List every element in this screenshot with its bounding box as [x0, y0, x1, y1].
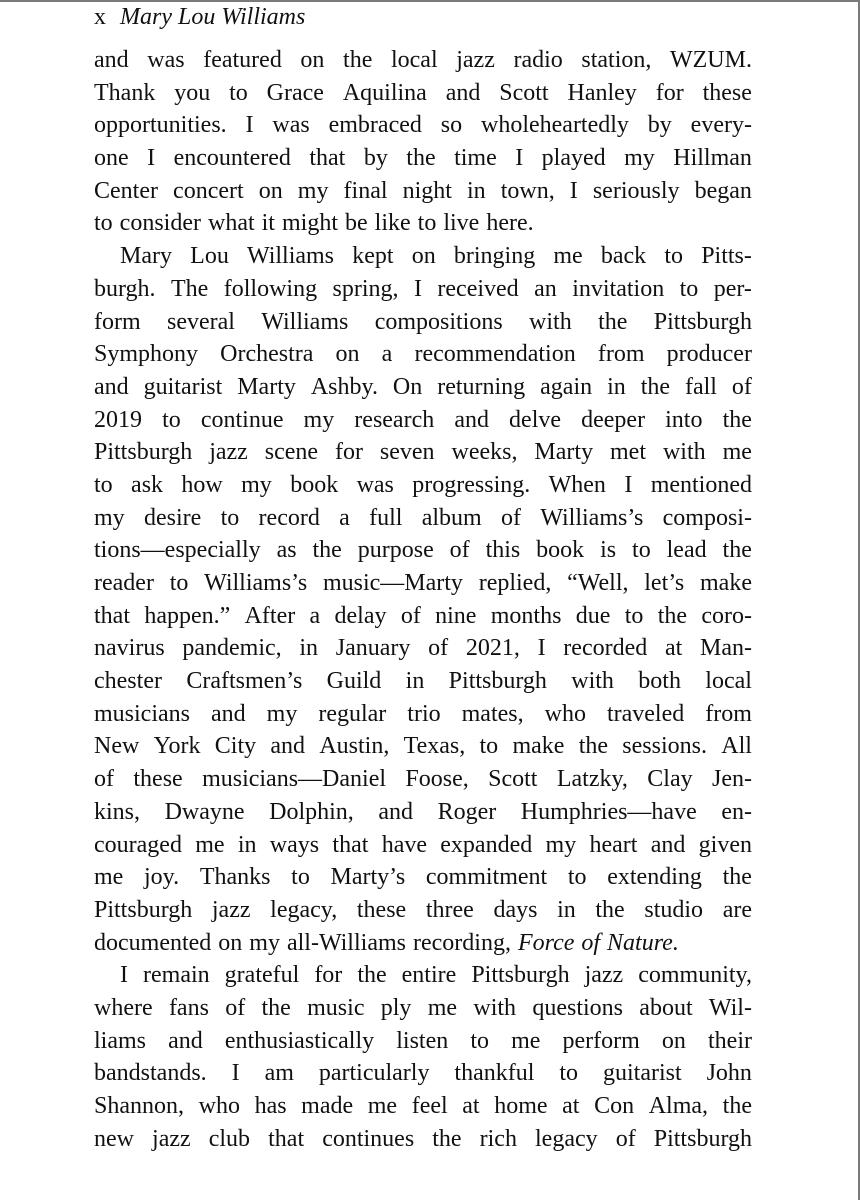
text-line: Thank you to Grace Aquilina and Scott Hanley for these [94, 79, 752, 106]
text-line: form several Williams compositions with the Pittsburgh [94, 308, 752, 335]
text-line: documented on my all-Williams recording, Force of Nature. [94, 929, 679, 956]
text-line: couraged me in ways that have expanded my heart and given [94, 831, 752, 858]
text-line: kins, Dwayne Dolphin, and Roger Humphries—have en- [94, 798, 752, 825]
text-line: of these musicians—Daniel Foose, Scott Latzky, Clay Jen- [94, 766, 752, 793]
text-line: New York City and Austin, Texas, to make the sessions. All [94, 733, 752, 760]
text-line: navirus pandemic, in January of 2021, I recorded at Man- [94, 635, 752, 662]
running-head-title: Mary Lou Williams [120, 4, 306, 30]
text-line: where fans of the music ply me with questions about Wil- [94, 994, 752, 1021]
text-line: bandstands. I am particularly thankful to guitarist John [94, 1060, 752, 1087]
body-text [94, 44, 752, 1155]
text-line: and guitarist Marty Ashby. On returning again in the fall of [94, 373, 752, 400]
text-line: me joy. Thanks to Marty’s commitment to extending the [94, 864, 752, 891]
text-line: my desire to record a full album of Williams’s composi- [94, 504, 752, 531]
text-line: Center concert on my final night in town, I seriously began [94, 177, 752, 204]
text-line: new jazz club that continues the rich legacy of Pittsburgh [94, 1125, 752, 1152]
text-line: musicians and my regular trio mates, who traveled from [94, 700, 752, 727]
running-head [94, 2, 305, 32]
text-line: reader to Williams’s music—Marty replied, “Well, let’s make [94, 570, 752, 596]
text-line: I remain grateful for the entire Pittsburgh jazz community, [120, 962, 752, 989]
text-line: chester Craftsmen’s Guild in Pittsburgh with both local [94, 668, 752, 695]
text-line: opportunities. I was embraced so wholeheartedly by every- [94, 112, 752, 139]
text-line: one I encountered that by the time I played my Hillman [94, 145, 752, 172]
text-line: tions—especially as the purpose of this book is to lead the [94, 537, 752, 564]
text-line: and was featured on the local jazz radio station, WZUM. [94, 47, 752, 73]
text-line: Shannon, who has made me feel at home at Con Alma, the [94, 1093, 752, 1119]
text-line: Pittsburgh jazz scene for seven weeks, Marty met with me [94, 439, 752, 466]
text-line: to consider what it might be like to live here. [94, 210, 534, 237]
page-folio: x [94, 4, 106, 30]
text-line: 2019 to continue my research and delve deeper into the [94, 406, 752, 433]
text-line: Symphony Orchestra on a recommendation from producer [94, 341, 752, 368]
text-line: liams and enthusiastically listen to me perform on their [94, 1027, 752, 1054]
text-line: Pittsburgh jazz legacy, these three days in the studio are [94, 896, 752, 923]
text-line: burgh. The following spring, I received an invitation to per- [94, 275, 752, 302]
text-line: Mary Lou Williams kept on bringing me back to Pitts- [120, 243, 752, 270]
text-line: to ask how my book was progressing. When I mentioned [94, 471, 752, 498]
text-line: that happen.” After a delay of nine months due to the coro- [94, 602, 752, 629]
